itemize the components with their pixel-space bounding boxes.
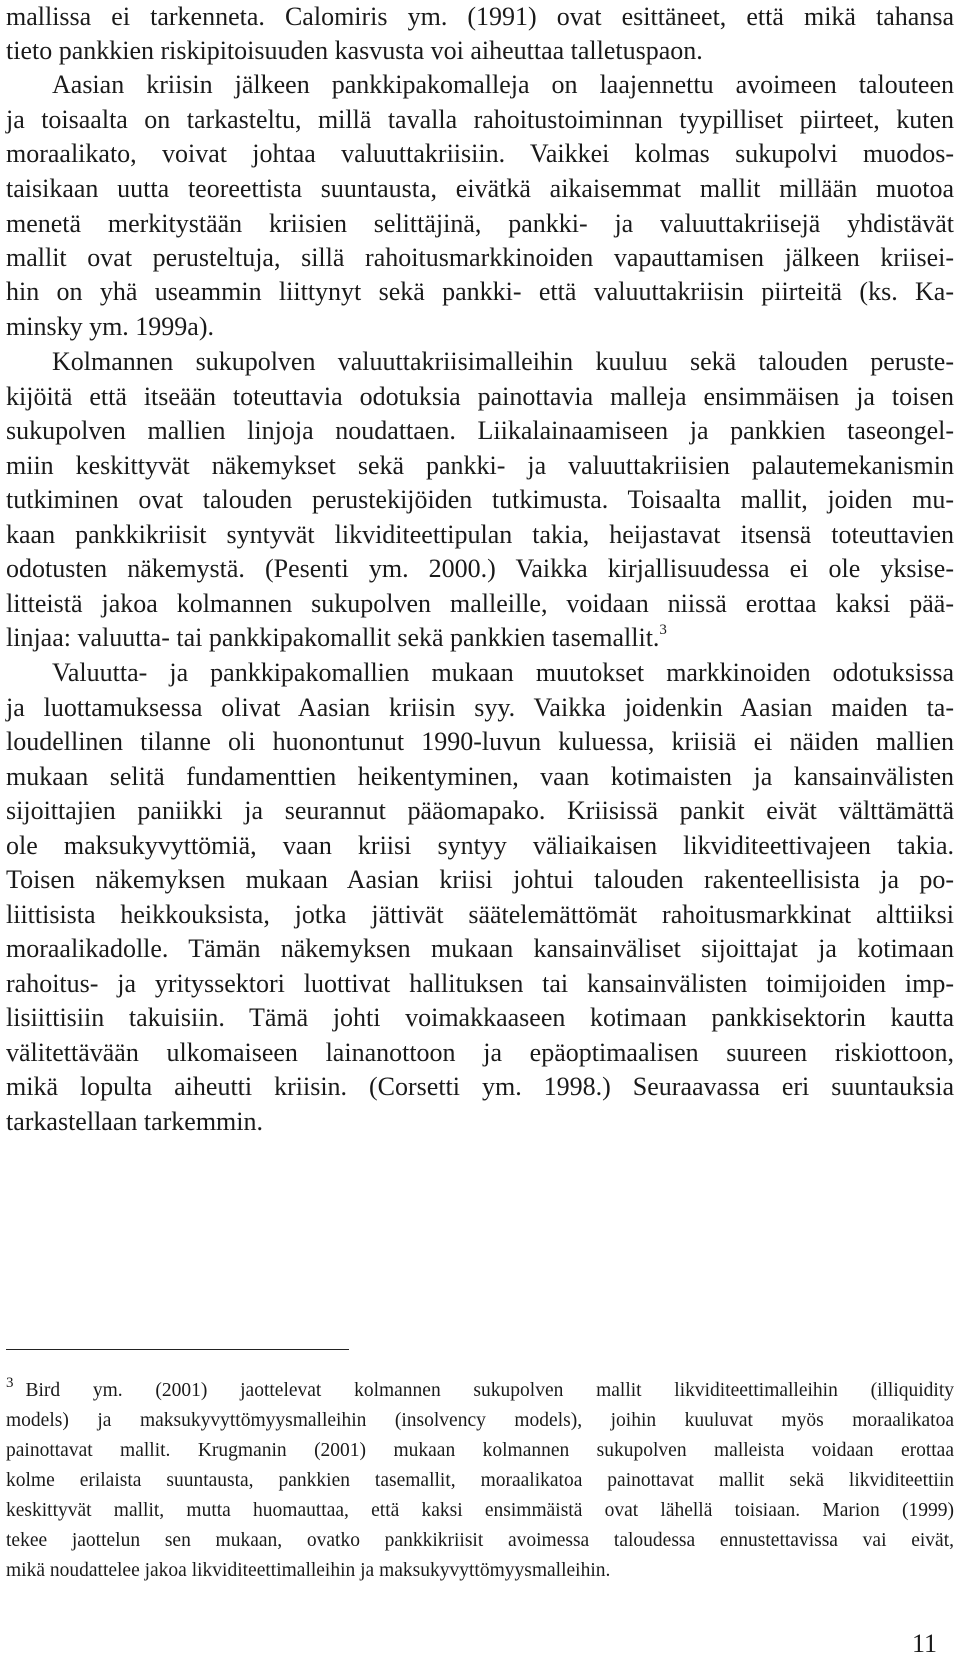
text-line: tarkastellaan tarkemmin. [6, 1107, 264, 1136]
footnote-reference[interactable]: 3 [659, 622, 667, 638]
text-line: taisikaan uutta teoreettista suuntausta, eivätkä aikaisemmat mallit millään muotoa [6, 174, 954, 203]
text-line: Aasian kriisin jälkeen pankkipakomalleja on laajennettu avoimeen talouteen [52, 70, 954, 99]
text-line: ja luottamuksessa olivat Aasian kriisin syy. Vaikka joidenkin Aasian maiden ta- [6, 693, 954, 722]
footnote-line: painottavat mallit. Krugmanin (2001) mukaan kolmannen sukupolven malleista voidaan erottaa [6, 1440, 954, 1461]
text-line: loudellinen tilanne oli huonontunut 1990-luvun kuluessa, kriisiä ei näiden mallien [6, 727, 954, 756]
footnote-line: mikä noudattelee jakoa likviditeettimalleihin ja maksukyvyttömyysmalleihin. [6, 1560, 611, 1581]
text-line: Toisen näkemyksen mukaan Aasian kriisi johtui talouden rakenteellisista ja po- [6, 865, 954, 894]
text-line: Valuutta- ja pankkipakomallien mukaan muutokset markkinoiden odotuksissa [52, 658, 954, 687]
text-line: miin keskittyvät näkemykset sekä pankki- ja valuuttakriisien palautemekanismin [6, 451, 954, 480]
footnote-mark: 3 [6, 1375, 14, 1391]
text-line: kaan pankkikriisit syntyvät likviditeettipulan takia, heijastavat itsensä toteuttavien [6, 520, 954, 549]
text-line: odotusten näkemystä. (Pesenti ym. 2000.) Vaikka kirjallisuudessa ei ole yksise- [6, 554, 954, 583]
text-line: kijöitä että itseään toteuttavia odotuksia painottavia malleja ensimmäisen ja toisen [6, 382, 954, 411]
footnote-line: kolme erilaista suuntausta, pankkien tasemallit, moraalikatoa painottavat mallit sekä likviditeettiin [6, 1470, 954, 1491]
text-line: liittisista heikkouksista, jotka jättivät säätelemättömät rahoitusmarkkinat alttiiksi [6, 900, 954, 929]
text-line: moraalikato, voivat johtaa valuuttakriisiin. Vaikkei kolmas sukupolvi muodos- [6, 139, 954, 168]
text-line [6, 621, 954, 655]
footnote-line: models) ja maksukyvyttömyysmalleihin (insolvency models), joihin kuuluvat myös moraalikatoa [6, 1410, 954, 1431]
text-line: tieto pankkien riskipitoisuuden kasvusta voi aiheuttaa talletuspaon. [6, 36, 703, 65]
text-line-content: linjaa: valuutta- tai pankkipakomallit sekä pankkien tasemallit. [6, 623, 660, 652]
text-line: menetä merkitystään kriisien selittäjinä, pankki- ja valuuttakriisejä yhdistävät [6, 209, 954, 238]
text-line: välitettävään ulkomaiseen lainanottoon ja epäoptimaalisen suureen riskiottoon, [6, 1038, 954, 1067]
text-line: hin on yhä useammin liittynyt sekä pankki- että valuuttakriisin piirteitä (ks. Ka- [6, 277, 954, 306]
text-line: rahoitus- ja yrityssektori luottivat hallituksen tai kansainvälisten toimijoiden imp- [6, 969, 954, 998]
page-number: 11 [912, 1629, 938, 1658]
text-line: minsky ym. 1999a). [6, 312, 214, 341]
text-line: ja toisaalta on tarkasteltu, millä tavalla rahoitustoiminnan tyypilliset piirteet, kuten [6, 105, 954, 134]
text-line: Kolmannen sukupolven valuuttakriisimalleihin kuuluu sekä talouden peruste- [52, 347, 954, 376]
text-line: sijoittajien paniikki ja seurannut pääomapako. Kriisissä pankit eivät välttämättä [6, 796, 954, 825]
text-line: litteistä jakoa kolmannen sukupolven malleille, voidaan niissä erottaa kaksi pää- [6, 589, 954, 618]
footnote-line: tekee jaottelun sen mukaan, ovatko pankkikriisit avoimessa taloudessa ennustettavissa vai eivät, [6, 1530, 954, 1551]
footnote-line-content: Bird ym. (2001) jaottelevat kolmannen sukupolven mallit likviditeettimalleihin (illiquidity [25, 1380, 954, 1401]
text-line: tutkiminen ovat talouden perustekijöiden tutkimusta. Toisaalta mallit, joiden mu- [6, 485, 954, 514]
text-line: mikä lopulta aiheutti kriisin. (Corsetti ym. 1998.) Seuraavassa eri suuntauksia [6, 1072, 954, 1101]
text-line: mallissa ei tarkenneta. Calomiris ym. (1991) ovat esittäneet, että mikä tahansa [6, 2, 954, 31]
footnote-line: keskittyvät mallit, mutta huomauttaa, että kaksi ensimmäistä ovat lähellä toisiaan. Marion (1999) [6, 1500, 954, 1521]
footnote-separator [6, 1349, 349, 1350]
footnote-line [6, 1375, 954, 1404]
text-line: mukaan selitä fundamenttien heikentyminen, vaan kotimaisten ja kansainvälisten [6, 762, 954, 791]
text-line: mallit ovat perusteltuja, sillä rahoitusmarkkinoiden vapauttamisen jälkeen kriisei- [6, 243, 954, 272]
text-line: lisiittisiin takuisiin. Tämä johti voimakkaaseen kotimaan pankkisektorin kautta [6, 1003, 954, 1032]
text-line: moraalikadolle. Tämän näkemyksen mukaan kansainväliset sijoittajat ja kotimaan [6, 934, 954, 963]
text-line: ole maksukyvyttömiä, vaan kriisi syntyy väliaikaisen likviditeettivajeen takia. [6, 831, 954, 860]
text-line: sukupolven mallien linjoja noudattaen. Liikalainaamiseen ja pankkien taseongel- [6, 416, 954, 445]
